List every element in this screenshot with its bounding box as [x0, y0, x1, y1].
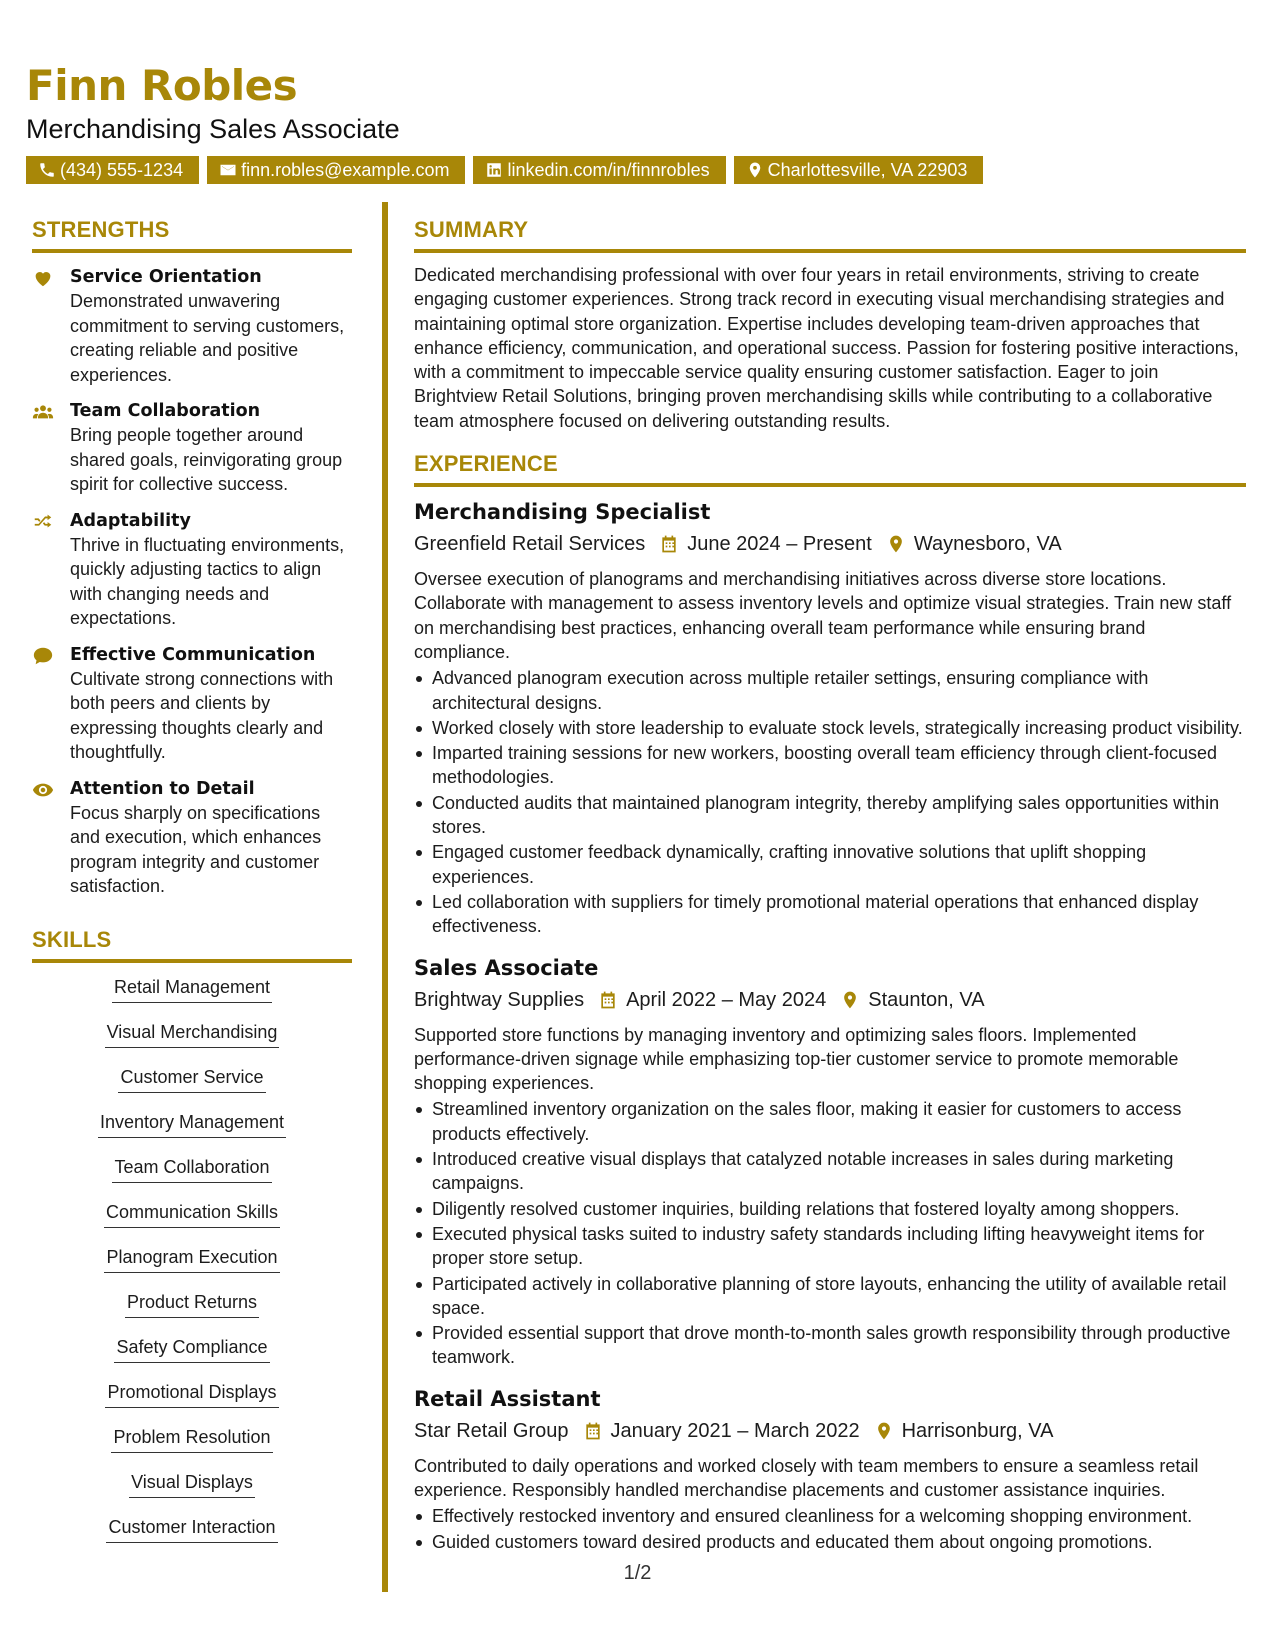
location-pin-icon [840, 990, 860, 1010]
bullet-item: Advanced planogram execution across multiple retailer settings, ensuring compliance with architectural designs. [414, 666, 1246, 715]
page-number: 1/2 [623, 1562, 652, 1584]
job-meta [414, 1416, 1246, 1446]
skill-label: Visual Displays [129, 1470, 255, 1498]
job-bullets [414, 666, 1246, 938]
experience-section [414, 449, 1246, 1554]
contact-linkedin-text: linkedin.com/in/finnrobles [507, 160, 710, 180]
strength-description: Demonstrated unwavering commitment to serving customers, creating reliable and positive experiences. [70, 291, 345, 385]
job-title: Sales Associate [414, 955, 599, 980]
location-pin-icon [746, 161, 764, 179]
bullet-item: Participated actively in collaborative planning of store layouts, enhancing the utility of available retail space. [414, 1272, 1246, 1321]
skill-label: Team Collaboration [112, 1155, 271, 1183]
skill-label: Communication Skills [104, 1200, 280, 1228]
contact-location-text: Charlottesville, VA 22903 [767, 160, 968, 180]
skill-tag [32, 1065, 352, 1110]
strength-item [32, 643, 352, 765]
left-column [32, 215, 352, 1560]
skill-tag [32, 1380, 352, 1425]
bullet-item: Guided customers toward desired products and educated them about ongoing promotions. [414, 1530, 1246, 1554]
strength-item [32, 509, 352, 631]
calendar-icon [598, 990, 618, 1010]
job-meta [414, 529, 1246, 559]
skill-label: Inventory Management [98, 1110, 286, 1138]
skill-label: Retail Management [112, 975, 272, 1003]
skill-label: Visual Merchandising [105, 1020, 280, 1048]
heart-icon [32, 267, 54, 289]
strength-description: Thrive in fluctuating environments, quickly adjusting tactics to align with changing needs and expectations. [70, 534, 345, 628]
strength-title: Adaptability [70, 510, 191, 531]
job-company: Greenfield Retail Services [414, 533, 646, 556]
job-meta [414, 985, 1246, 1015]
linkedin-icon [485, 161, 503, 179]
skill-tag [32, 975, 352, 1020]
job-location: Harrisonburg, VA [901, 1419, 1054, 1442]
column-divider [382, 202, 388, 1592]
strength-title: Effective Communication [70, 644, 316, 665]
strength-item [32, 777, 352, 899]
skill-tag [32, 1245, 352, 1290]
job-location: Waynesboro, VA [913, 533, 1062, 556]
experience-heading: EXPERIENCE [414, 449, 1246, 487]
job-company: Brightway Supplies [414, 988, 585, 1011]
bullet-item: Worked closely with store leadership to evaluate stock levels, strategically increasing product visibility. [414, 716, 1246, 740]
contact-phone[interactable] [26, 156, 199, 184]
bullet-item: Imparted training sessions for new workers, boosting overall team efficiency through client-focused methodologies. [414, 741, 1246, 790]
job-company: Star Retail Group [414, 1419, 569, 1442]
bullet-item: Streamlined inventory organization on the sales floor, making it easier for customers to access products effectively. [414, 1097, 1246, 1146]
job-entry [414, 497, 1246, 938]
summary-section [414, 215, 1246, 433]
skill-tag [32, 1110, 352, 1155]
summary-text: Dedicated merchandising professional with over four years in retail environments, striving to create engaging customer experiences. Strong track record in executing visual merchandising strategies and maintaining optimal store organization. Expertise includes developing team-driven approaches that enhance efficiency, communication, and operational success. Passion for fostering positive interactions, with a commitment to impeccable service quality ensuring customer satisfaction. Eager to join Brightview Retail Solutions, bringing proven merchandising skills while contributing to a collaborative team atmosphere focused on delivering outstanding results. [414, 265, 1239, 431]
skill-label: Customer Service [118, 1065, 265, 1093]
skill-label: Problem Resolution [111, 1425, 272, 1453]
skill-tag [32, 1290, 352, 1335]
strength-description: Bring people together around shared goals, reinvigorating group spirit for collective success. [70, 425, 343, 494]
skill-tag [32, 1425, 352, 1470]
strength-title: Attention to Detail [70, 778, 255, 799]
bullet-item: Conducted audits that maintained planogram integrity, thereby amplifying sales opportunities within stores. [414, 791, 1246, 840]
contact-email[interactable] [207, 156, 465, 184]
envelope-icon [219, 161, 237, 179]
contact-email-text: finn.robles@example.com [241, 160, 450, 180]
bullet-item: Introduced creative visual displays that catalyzed notable increases in sales during marketing campaigns. [414, 1147, 1246, 1196]
bullet-item: Effectively restocked inventory and ensured cleanliness for a welcoming shopping environment. [414, 1504, 1246, 1528]
job-location: Staunton, VA [868, 988, 985, 1011]
skill-tag [32, 1515, 352, 1560]
skill-tag [32, 1155, 352, 1200]
right-column [414, 215, 1246, 1554]
job-description: Oversee execution of planograms and merchandising initiatives across diverse store locations. Collaborate with management to assess inventory levels and optimize visual strategies. Train new staff on merchandising best practices, enhancing overall team performance while ensuring brand compliance. [414, 569, 1232, 662]
candidate-title: Merchandising Sales Associate [26, 114, 400, 144]
skill-label: Product Returns [125, 1290, 259, 1318]
job-bullets [414, 1097, 1246, 1369]
skill-tag [32, 1335, 352, 1380]
location-pin-icon [874, 1421, 894, 1441]
job-entry [414, 1384, 1246, 1554]
strength-item [32, 265, 352, 387]
location-pin-icon [886, 534, 906, 554]
strength-description: Focus sharply on specifications and execution, which enhances program integrity and customer satisfaction. [70, 802, 322, 896]
bullet-item: Diligently resolved customer inquiries, building relations that fostered loyalty among shoppers. [414, 1197, 1246, 1221]
contact-location [734, 156, 984, 184]
job-description: Supported store functions by managing inventory and optimizing sales floors. Implemented performance-driven signage while emphasizing top-tier customer service to promote memorable shopping experiences. [414, 1024, 1179, 1094]
skill-label: Planogram Execution [104, 1245, 279, 1273]
bullet-item: Provided essential support that drove month-to-month sales growth responsibility through productive teamwork. [414, 1321, 1246, 1370]
phone-icon [38, 161, 56, 179]
job-description: Contributed to daily operations and worked closely with team members to ensure a seamless retail experience. Responsibly handled merchandise placements and customer assistance inquiries. [414, 1455, 1199, 1500]
strengths-heading: STRENGTHS [32, 215, 352, 253]
skill-label: Promotional Displays [105, 1380, 278, 1408]
job-dates: June 2024 – Present [687, 533, 872, 556]
skill-tag [32, 1470, 352, 1515]
skills-list [32, 975, 352, 1560]
candidate-name: Finn Robles [26, 61, 298, 110]
skill-label: Customer Interaction [106, 1515, 277, 1543]
eye-icon [32, 779, 54, 801]
job-dates: January 2021 – March 2022 [610, 1419, 860, 1442]
job-entry [414, 953, 1246, 1370]
strength-title: Team Collaboration [70, 401, 261, 421]
users-icon [32, 401, 54, 423]
skills-section [32, 925, 352, 1560]
bullet-item: Engaged customer feedback dynamically, crafting innovative solutions that uplift shopping experiences. [414, 840, 1246, 889]
strength-item [32, 399, 352, 497]
strength-title: Service Orientation [70, 267, 262, 287]
contact-bar [26, 156, 1246, 184]
job-title: Retail Assistant [414, 1386, 601, 1411]
bullet-item: Executed physical tasks suited to industry safety standards including lifting heavyweight items for proper store setup. [414, 1222, 1246, 1271]
skill-tag [32, 1020, 352, 1065]
strengths-section [32, 215, 352, 899]
speech-bubble-icon [32, 645, 54, 667]
contact-linkedin[interactable] [473, 156, 725, 184]
job-title: Merchandising Specialist [414, 500, 711, 525]
skill-label: Safety Compliance [114, 1335, 269, 1363]
job-dates: April 2022 – May 2024 [626, 988, 827, 1011]
skills-heading: SKILLS [32, 925, 352, 963]
skill-tag [32, 1200, 352, 1245]
resume-header [26, 60, 1246, 184]
bullet-item: Led collaboration with suppliers for timely promotional material operations that enhanced display effectiveness. [414, 890, 1246, 939]
job-bullets [414, 1504, 1246, 1554]
calendar-icon [659, 534, 679, 554]
summary-heading: SUMMARY [414, 215, 1246, 253]
contact-phone-text: (434) 555-1234 [60, 160, 184, 180]
shuffle-icon [32, 511, 54, 533]
strength-description: Cultivate strong connections with both peers and clients by expressing thoughts clearly and thoughtfully. [70, 668, 334, 762]
calendar-icon [583, 1421, 603, 1441]
